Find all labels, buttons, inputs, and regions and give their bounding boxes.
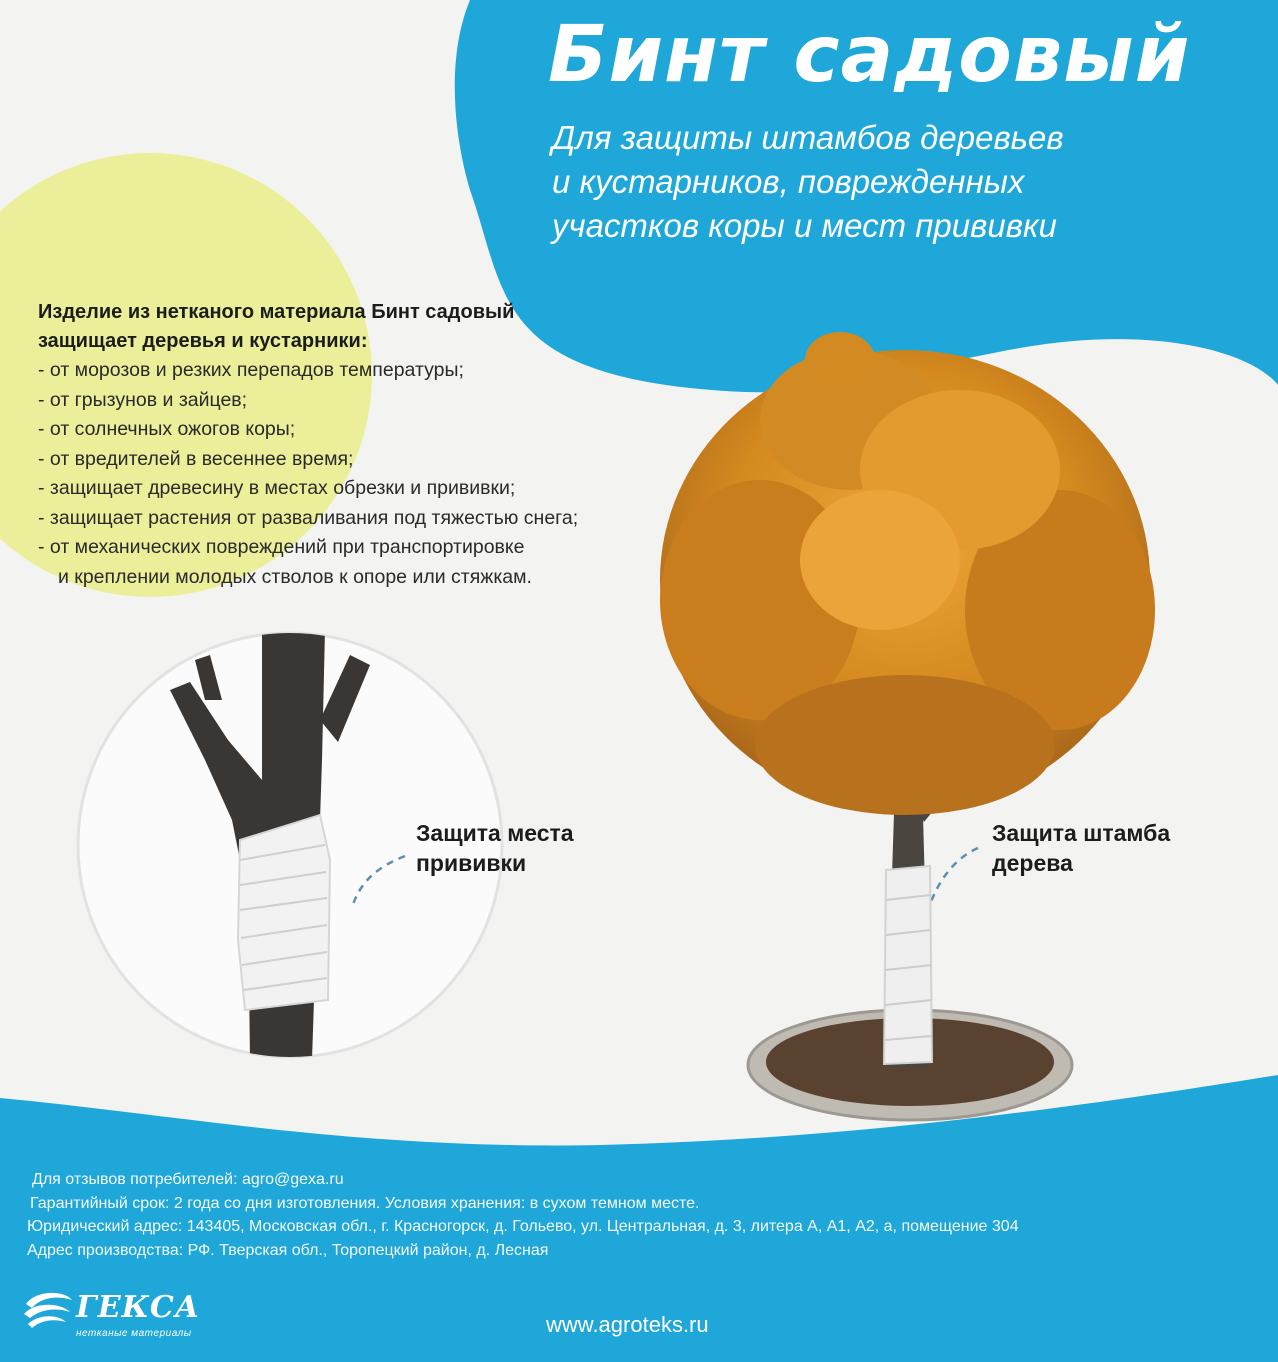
benefit-item: - от морозов и резких перепадов температуры; [38,359,464,381]
tree-foliage [660,332,1155,815]
subtitle-line: и кустарников, поврежденных [552,163,1025,200]
benefit-item: - от солнечных ожогов коры; [38,418,296,440]
footer-line: Юридический адрес: 143405, Московская обл., г. Красногорск, д. Гольево, ул. Центральная, д. 3, литера А, А1, А2, а, помещение 304 [27,1218,1019,1235]
trunk-label-line: Защита штамба [992,820,1171,846]
footer-line: Гарантийный срок: 2 года со дня изготовления. Условия хранения: в сухом темном месте. [30,1194,700,1212]
benefit-item: - защищает растения от разваливания под тяжестью снега; [38,506,579,529]
benefit-item: - от вредителей в весеннее время; [38,447,354,470]
benefit-item: - защищает древесину в местах обрезки и прививки; [38,477,516,499]
graft-label-line: Защита места [416,820,574,846]
benefits-lead: защищает деревья и кустарники: [38,330,368,352]
subtitle-line: участков коры и мест прививки [552,207,1057,244]
subtitle-line: Для защиты штамбов деревьев [552,119,1064,156]
trunk-leader-line [928,848,978,910]
brand-logo [20,1286,230,1350]
benefit-item: и креплении молодых стволов к опоре или стяжкам. [58,565,532,588]
benefit-item: - от грызунов и зайцев; [38,388,248,411]
trunk-protection-label [992,818,1170,878]
graft-protection-label [416,818,574,878]
footer-line: Адрес производства: РФ. Тверская обл., Торопецкий район, д. Лесная [27,1241,549,1259]
graft-label-line: прививки [416,850,527,876]
logo-name: ГЕКСА [76,1290,201,1325]
website-link[interactable]: www.agroteks.ru [546,1312,709,1337]
product-subtitle [552,116,1252,248]
trunk-label-line: дерева [992,850,1073,876]
benefit-item: - от механических повреждений при транспортировке [38,536,525,558]
logo-swirl-icon [20,1286,76,1336]
benefits-lead: Изделие из нетканого материала Бинт садовый [38,301,515,323]
benefits-section [38,298,678,592]
footer-info [24,1168,1278,1262]
product-title: Бинт садовый [548,10,1191,100]
footer-line: Для отзывов потребителей: agro@gexa.ru [32,1171,344,1188]
logo-tagline: нетканые материалы [76,1328,192,1339]
